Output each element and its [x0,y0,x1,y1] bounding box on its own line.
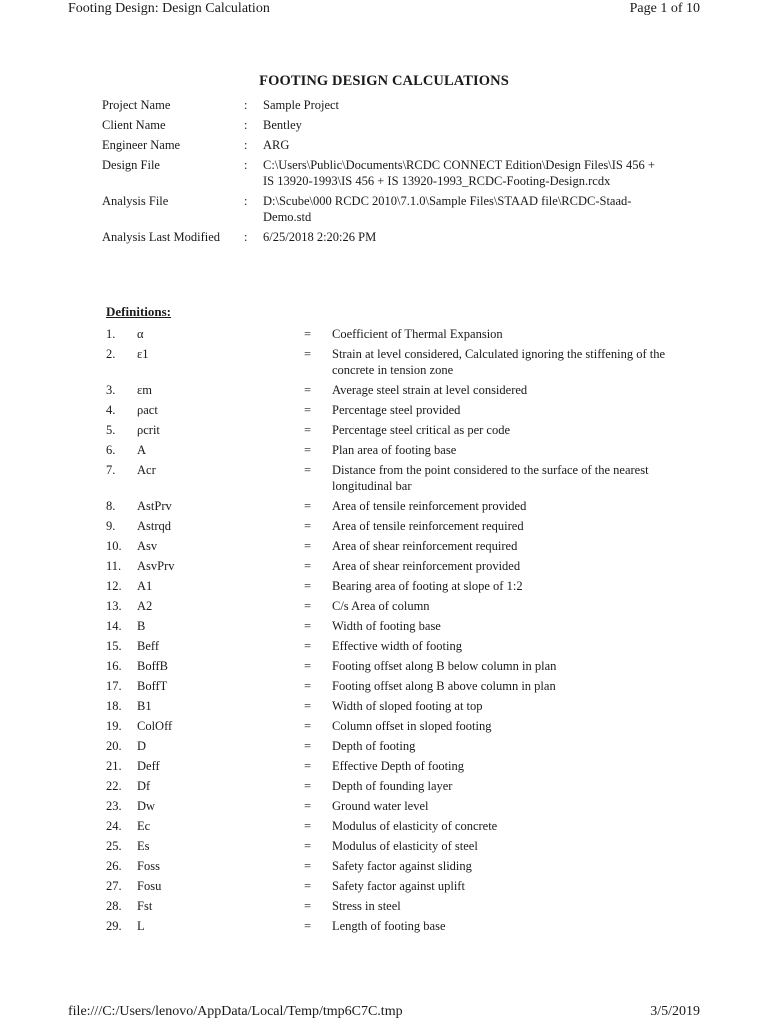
definition-description: Footing offset along B below column in plan [332,659,557,673]
definition-equals: = [304,839,312,853]
info-row [102,193,662,225]
definition-symbol: B [137,619,146,633]
info-row [102,157,662,189]
page-footer [0,1002,768,1024]
definition-number: 23. [106,799,122,813]
definition-equals: = [304,719,312,733]
definition-equals: = [304,539,312,553]
definition-row [106,422,666,438]
definition-description: Percentage steel critical as per code [332,423,511,437]
definition-row [106,758,666,774]
info-label: Engineer Name [102,138,181,152]
definition-equals: = [304,799,312,813]
definition-equals: = [304,899,312,913]
definition-row [106,326,666,342]
definition-number: 24. [106,819,122,833]
definition-row [106,658,666,674]
definition-number: 2. [106,347,116,361]
info-value: D:\Scube\000 RCDC 2010\7.1.0\Sample Files\STAAD file\RCDC-Staad-Demo.std [263,194,632,224]
definition-symbol: α [137,327,144,341]
definition-number: 8. [106,499,116,513]
info-value: Sample Project [263,98,340,112]
definition-description: Modulus of elasticity of concrete [332,819,498,833]
definition-row [106,818,666,834]
definition-equals: = [304,347,312,361]
definition-number: 19. [106,719,122,733]
definition-symbol: Astrqd [137,519,172,533]
definition-number: 9. [106,519,116,533]
info-label: Design File [102,158,160,172]
definition-symbol: Acr [137,463,156,477]
definition-description: Effective Depth of footing [332,759,465,773]
definition-symbol: BoffT [137,679,168,693]
definition-symbol: Asv [137,539,158,553]
definition-equals: = [304,659,312,673]
info-label: Analysis Last Modified [102,230,221,244]
definition-equals: = [304,463,312,477]
definition-equals: = [304,403,312,417]
info-label: Analysis File [102,194,169,208]
definitions-heading: Definitions: [106,304,171,319]
definition-description: Modulus of elasticity of steel [332,839,478,853]
definition-description: Percentage steel provided [332,403,461,417]
info-colon: : [244,194,248,208]
definition-number: 4. [106,403,116,417]
definition-description: Bearing area of footing at slope of 1:2 [332,579,523,593]
definition-description: Column offset in sloped footing [332,719,492,733]
definition-symbol: Dw [137,799,156,813]
definition-symbol: B1 [137,699,152,713]
definition-row [106,838,666,854]
definition-row [106,558,666,574]
definition-equals: = [304,579,312,593]
definition-row [106,402,666,418]
definition-symbol: ρcrit [137,423,160,437]
definition-symbol: Ec [137,819,151,833]
document-title: FOOTING DESIGN CALCULATIONS [259,73,509,89]
definition-number: 27. [106,879,122,893]
definition-number: 11. [106,559,122,573]
definition-symbol: Df [137,779,151,793]
header-doc-title: Footing Design: Design Calculation [68,1,270,16]
definition-equals: = [304,519,312,533]
header-page-number: Page 1 of 10 [629,1,700,16]
definition-equals: = [304,383,312,397]
info-row [102,117,662,133]
definition-symbol: A [137,443,147,457]
definition-equals: = [304,499,312,513]
definition-equals: = [304,639,312,653]
definition-symbol: ρact [137,403,158,417]
definition-number: 26. [106,859,122,873]
definition-description: Area of shear reinforcement required [332,539,518,553]
definition-row [106,578,666,594]
definition-number: 15. [106,639,122,653]
definition-symbol: Beff [137,639,159,653]
info-row [102,97,662,113]
info-colon: : [244,158,248,172]
definition-description: Stress in steel [332,899,401,913]
definition-equals: = [304,423,312,437]
definition-equals: = [304,919,312,933]
definition-symbol: Fosu [137,879,162,893]
definition-number: 14. [106,619,122,633]
definition-symbol: A1 [137,579,153,593]
definition-description: Footing offset along B above column in plan [332,679,556,693]
definition-row [106,346,666,378]
definition-symbol: Deff [137,759,160,773]
definition-number: 10. [106,539,122,553]
footer-file-path: file:///C:/Users/lenovo/AppData/Local/Temp/tmp6C7C.tmp [68,1004,403,1019]
info-label: Project Name [102,98,171,112]
info-value: ARG [263,138,290,152]
definition-symbol: D [137,739,147,753]
definition-row [106,898,666,914]
definition-row [106,518,666,534]
definition-description: Depth of founding layer [332,779,453,793]
info-label: Client Name [102,118,166,132]
definition-description: Ground water level [332,799,429,813]
definition-number: 1. [106,327,116,341]
definition-description: Width of footing base [332,619,441,633]
definition-symbol: A2 [137,599,153,613]
definition-number: 22. [106,779,122,793]
definition-equals: = [304,443,312,457]
definition-equals: = [304,327,312,341]
info-value: C:\Users\Public\Documents\RCDC CONNECT Edition\Design Files\IS 456 + IS 13920-1993\IS 456 + IS 13920-1993_RCDC-Footing-Design.rcdx [263,158,655,188]
definition-symbol: Foss [137,859,160,873]
definition-symbol: Es [137,839,150,853]
definition-description: Length of footing base [332,919,446,933]
definition-row [106,878,666,894]
definition-description: Coefficient of Thermal Expansion [332,327,503,341]
definition-row [106,462,666,494]
definition-equals: = [304,739,312,753]
definition-number: 7. [106,463,116,477]
definition-number: 17. [106,679,122,693]
definition-equals: = [304,859,312,873]
definition-equals: = [304,779,312,793]
definition-description: Average steel strain at level considered [332,383,528,397]
definition-number: 13. [106,599,122,613]
definition-row [106,718,666,734]
definition-description: Depth of footing [332,739,416,753]
definition-row [106,678,666,694]
info-colon: : [244,138,248,152]
definition-number: 25. [106,839,122,853]
definition-equals: = [304,619,312,633]
definition-description: Safety factor against sliding [332,859,472,873]
definition-description: Plan area of footing base [332,443,457,457]
definition-description: Effective width of footing [332,639,462,653]
definition-equals: = [304,759,312,773]
definition-number: 5. [106,423,116,437]
definition-row [106,858,666,874]
definition-row [106,598,666,614]
definition-row [106,382,666,398]
definition-row [106,778,666,794]
definition-row [106,798,666,814]
definition-symbol: Fst [137,899,153,913]
definition-equals: = [304,599,312,613]
definition-symbol: L [137,919,145,933]
definition-number: 29. [106,919,122,933]
definition-description: Width of sloped footing at top [332,699,483,713]
definition-row [106,918,666,934]
definition-equals: = [304,879,312,893]
definition-symbol: AsvPrv [137,559,175,573]
definition-row [106,698,666,714]
definition-row [106,738,666,754]
info-colon: : [244,118,248,132]
definition-row [106,618,666,634]
definition-number: 6. [106,443,116,457]
definition-number: 18. [106,699,122,713]
definition-row [106,638,666,654]
page-header [0,0,768,20]
definition-row [106,442,666,458]
definition-number: 20. [106,739,122,753]
definition-description: C/s Area of column [332,599,430,613]
definition-equals: = [304,679,312,693]
definition-description: Area of tensile reinforcement provided [332,499,527,513]
definition-number: 3. [106,383,116,397]
definition-number: 28. [106,899,122,913]
info-row [102,137,662,153]
definition-number: 16. [106,659,122,673]
definition-description: Area of tensile reinforcement required [332,519,524,533]
definition-description: Strain at level considered, Calculated ignoring the stiffening of the concrete in tension zone [332,347,666,377]
definition-equals: = [304,819,312,833]
definition-equals: = [304,559,312,573]
definition-number: 12. [106,579,122,593]
info-colon: : [244,230,248,244]
definitions-list [106,326,666,938]
definition-description: Area of shear reinforcement provided [332,559,521,573]
info-colon: : [244,98,248,112]
definition-description: Safety factor against uplift [332,879,465,893]
definition-equals: = [304,699,312,713]
info-value: 6/25/2018 2:20:26 PM [263,230,377,244]
definition-row [106,498,666,514]
definition-symbol: ColOff [137,719,173,733]
project-info-table [102,97,662,249]
footer-date: 3/5/2019 [650,1004,700,1019]
definition-symbol: BoffB [137,659,169,673]
definition-symbol: ε1 [137,347,149,361]
definition-description: Distance from the point considered to the surface of the nearest longitudinal bar [332,463,649,493]
definition-number: 21. [106,759,122,773]
definition-symbol: εm [137,383,152,397]
info-row [102,229,662,245]
info-value: Bentley [263,118,302,132]
definition-symbol: AstPrv [137,499,172,513]
definition-row [106,538,666,554]
